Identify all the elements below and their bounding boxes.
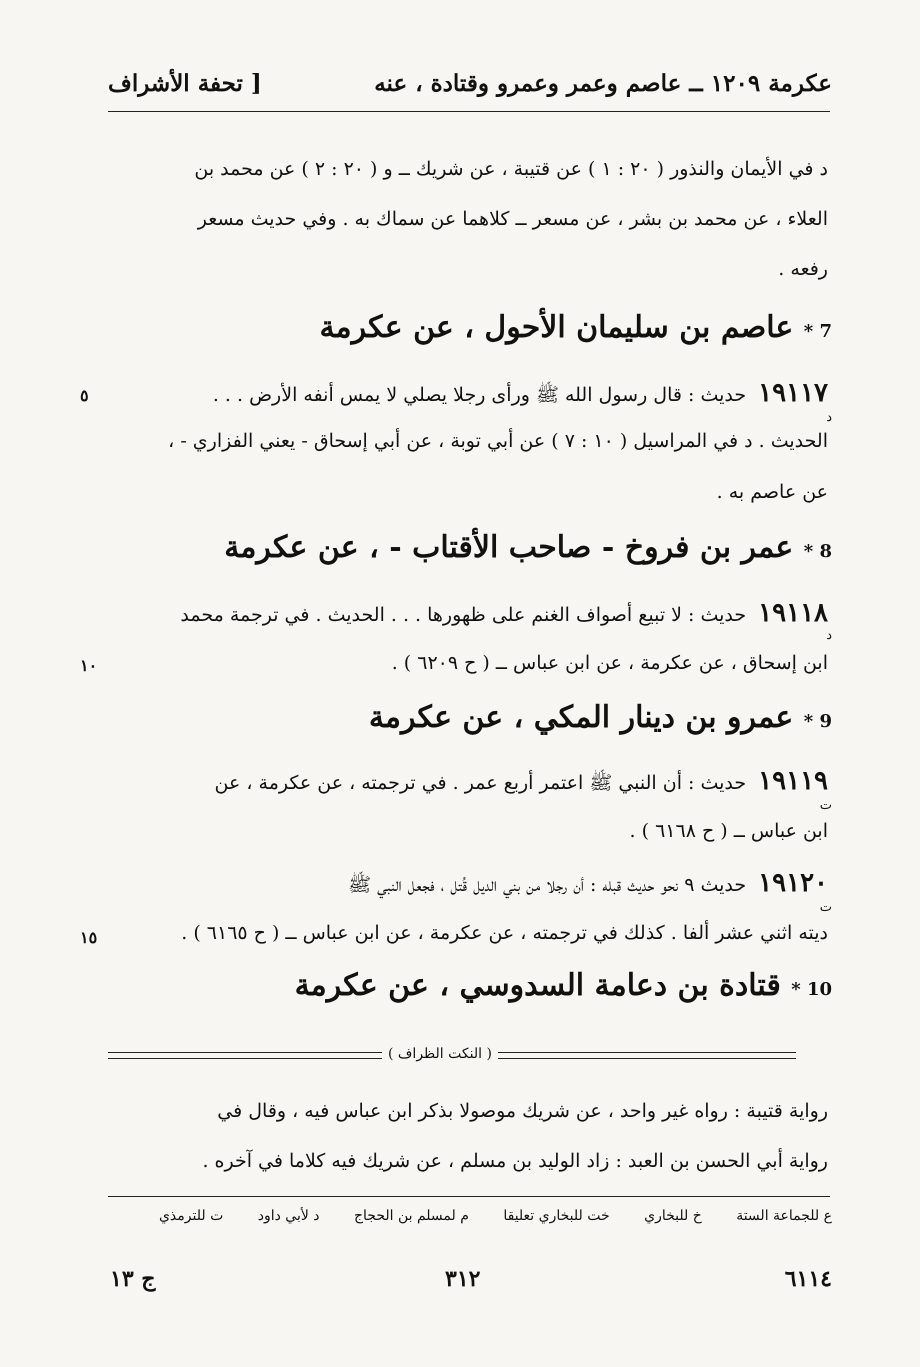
legend-item: د لأبي داود (257, 1208, 320, 1224)
section-heading-9 (369, 700, 832, 735)
section-marker: 9 * (803, 711, 832, 732)
hadith-number: ١٩١٢٠ (758, 868, 828, 898)
hadith-19119-line-1 (215, 766, 829, 799)
section-title: قتادة بن دعامة السدوسي ، عن عكرمة (294, 968, 781, 1003)
sigla-legend (129, 1208, 832, 1224)
legend-item: ت للترمذي (158, 1208, 224, 1224)
margin-line-number: ١٥ (80, 928, 98, 947)
margin-line-number: ٥ (80, 386, 89, 405)
hadith-text: حديث : قال رسول الله ﷺ ورأى رجلا يصلي لا يمس أنفه الأرض . . . (212, 384, 747, 406)
hadith-text: حديث ٩ نحو حديث قبله : أن رجلا من بني الديل قُتل ، فجعل النبي ﷺ (348, 874, 747, 896)
hadith-19120-line-2: ديته اثني عشر ألفا . كذلك في ترجمته ، عن عكرمة ، عن ابن عباس ــ ( ح ٦١٦٥ ) . (181, 922, 828, 944)
hadith-number: ١٩١١٧ (758, 378, 828, 408)
hadith-text: حديث : لا تبيع أصواف الغنم على ظهورها . . . الحديث . في ترجمة محمد (180, 604, 747, 626)
hadith-19117-line-1 (213, 378, 828, 411)
hadith-number: ١٩١١٩ (758, 766, 828, 796)
margin-line-number: ١٠ (80, 656, 98, 675)
hadith-siglum: د (826, 628, 832, 643)
section-marker: 7 * (803, 321, 832, 342)
section-marker: 8 * (803, 541, 832, 562)
section-heading-8 (224, 530, 832, 565)
hadith-siglum: ت (819, 798, 832, 813)
nukat-line-1: رواية قتيبة : رواه غير واحد ، عن شريك موصولا بذكر ابن عباس فيه ، وقال في (217, 1100, 828, 1122)
intro-line-1: د في الأيمان والنذور ( ٢٠ : ١ ) عن قتيبة ، عن شريك ــ و ( ٢٠ : ٢ ) عن محمد بن (194, 158, 828, 180)
section-title: عاصم بن سليمان الأحول ، عن عكرمة (319, 310, 794, 345)
intro-line-3: رفعه . (778, 258, 828, 280)
footer-serial-number: ٦١١٤ (784, 1266, 832, 1292)
hadith-siglum: ت (819, 900, 832, 915)
section-title: عمرو بن دينار المكي ، عن عكرمة (368, 700, 794, 735)
hadith-19119-line-2: ابن عباس ــ ( ح ٦١٦٨ ) . (629, 820, 828, 842)
header-rule (108, 111, 830, 112)
section-title: عمر بن فروخ - صاحب الأقتاب - ، عن عكرمة (224, 530, 794, 565)
hadith-19120-line-1 (348, 868, 828, 901)
hadith-text: حديث : أن النبي ﷺ اعتمر أربع عمر . في ترجمته ، عن عكرمة ، عن (214, 772, 747, 794)
legend-item: ع للجماعة الستة (736, 1208, 832, 1224)
legend-item: خت للبخاري تعليقا (503, 1208, 610, 1224)
hadith-number: ١٩١١٨ (758, 598, 828, 628)
running-header-book: [ تحفة الأشراف (108, 70, 262, 97)
footnote-rule (108, 1196, 830, 1197)
section-heading-7 (319, 310, 832, 345)
legend-item: م لمسلم بن الحجاج (353, 1208, 469, 1224)
section-heading-10 (295, 968, 832, 1003)
section-marker: 10 * (791, 979, 832, 1000)
page-number: ٣١٢ (445, 1266, 481, 1292)
legend-item: خ للبخاري (644, 1208, 702, 1224)
hadith-19117-line-3: عن عاصم به . (716, 481, 828, 503)
volume-number: ج ١٣ (110, 1266, 156, 1292)
running-header-title: عكرمة ١٢٠٩ ــ عاصم وعمر وعمرو وقتادة ، عنه (374, 70, 832, 97)
hadith-siglum: د (826, 410, 832, 425)
hadith-19117-line-2: الحديث . د في المراسيل ( ١٠ : ٧ ) عن أبي توبة ، عن أبي إسحاق - يعني الفزاري - ، (168, 430, 828, 452)
hadith-19118-line-1 (180, 598, 828, 628)
intro-line-2: العلاء ، عن محمد بن بشر ، عن مسعر ــ كلاهما عن سماك به . وفي حديث مسعر (197, 208, 828, 230)
nukat-label: ( النكت الظراف ) (382, 1046, 498, 1062)
hadith-19118-line-2: ابن إسحاق ، عن عكرمة ، عن ابن عباس ــ ( ح ٦٢٠٩ ) . (391, 652, 828, 674)
nukat-line-2: رواية أبي الحسن بن العبد : زاد الوليد بن مسلم ، عن شريك فيه كلاما في آخره . (202, 1150, 828, 1172)
